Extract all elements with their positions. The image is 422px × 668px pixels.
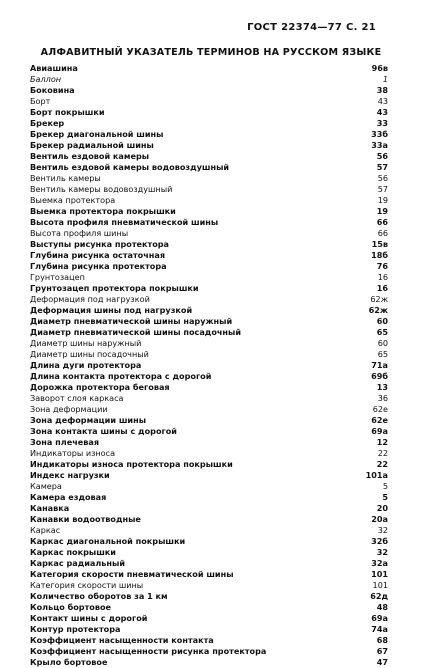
index-entry (30, 239, 390, 250)
index-entry-term: Индекс нагрузки (30, 470, 110, 480)
index-entry (30, 448, 390, 459)
index-entry-term: Коэффициент насыщенности контакта (30, 635, 214, 645)
index-entry-number: 1 (382, 74, 388, 84)
index-entry (30, 536, 390, 547)
index-entry (30, 580, 390, 591)
index-entry (30, 195, 390, 206)
index-entry (30, 459, 390, 470)
index-entry (30, 74, 390, 85)
index-entry-term: Коэффициент насыщенности рисунка протектора (30, 646, 267, 656)
index-entry-number: 62е (371, 415, 388, 425)
index-entry (30, 228, 390, 239)
index-entry-term: Категория скорости пневматической шины (30, 569, 234, 579)
index-entry-term: Баллон (30, 74, 62, 84)
index-entry-number: 74а (371, 624, 388, 634)
page-title: АЛФАВИТНЫЙ УКАЗАТЕЛЬ ТЕРМИНОВ НА РУССКОМ ЯЗЫКЕ (40, 47, 382, 58)
index-entry (30, 261, 390, 272)
index-entry-number: 32 (376, 547, 388, 557)
index-entry (30, 96, 390, 107)
index-entry-term: Категория скорости шины (30, 580, 144, 590)
index-entry-number: 57 (376, 162, 388, 172)
index-entry-term: Зона плечевая (30, 437, 100, 447)
index-entry (30, 85, 390, 96)
index-entry (30, 184, 390, 195)
index-entry (30, 294, 390, 305)
index-entry-number: 16 (376, 283, 388, 293)
index-entry-term: Камера ездовая (30, 492, 107, 502)
index-entry-number: 67 (376, 646, 388, 656)
index-entry (30, 602, 390, 613)
index-entry-term: Контур протектора (30, 624, 121, 634)
index-entry (30, 217, 390, 228)
index-entry-number: 56 (377, 173, 388, 183)
index-entry-number: 22 (377, 448, 388, 458)
index-entry-number: 65 (376, 327, 388, 337)
index-entry (30, 426, 390, 437)
index-entry-term: Контакт шины с дорогой (30, 613, 148, 623)
index-entry-number: 62е (372, 404, 388, 414)
index-entry (30, 415, 390, 426)
index-entry (30, 250, 390, 261)
index-entry-number: 57 (377, 184, 388, 194)
index-entry (30, 107, 390, 118)
index-entry-term: Каркас радиальный (30, 558, 125, 568)
index-entry (30, 525, 390, 536)
index-entry-term: Выемка протектора покрышки (30, 206, 176, 216)
index-entry-number: 60 (376, 316, 388, 326)
index-entry-term: Грунтозацеп (30, 272, 85, 282)
index-entry-number: 36 (377, 393, 388, 403)
index-entry-number: 32 (377, 525, 388, 535)
index-entry-term: Диаметр пневматической шины посадочный (30, 327, 242, 337)
index-entry-number: 38 (376, 85, 388, 95)
index-entry (30, 646, 390, 657)
index-entry-number: 43 (376, 107, 388, 117)
index-entry (30, 338, 390, 349)
index-entry-number: 19 (377, 195, 388, 205)
index-entry-number: 56 (376, 151, 388, 161)
index-entry (30, 371, 390, 382)
index-entry-number: 15в (371, 239, 388, 249)
index-entry-term: Выступы рисунка протектора (30, 239, 170, 249)
index-entry (30, 558, 390, 569)
index-entry (30, 173, 390, 184)
index-entry-number: 96в (371, 63, 388, 73)
index-entry-term: Высота профиля пневматической шины (30, 217, 219, 227)
index-entry-term: Индикаторы износа протектора покрышки (30, 459, 233, 469)
index-entry (30, 437, 390, 448)
index-entry-number: 22 (376, 459, 388, 469)
index-entry-number: 101 (372, 580, 388, 590)
index-entry (30, 327, 390, 338)
index-entry-number: 5 (382, 481, 388, 491)
index-entry-term: Боковина (30, 85, 75, 95)
index-entry-number: 5 (382, 492, 388, 502)
index-entry (30, 547, 390, 558)
index-entry (30, 503, 390, 514)
index-entry (30, 624, 390, 635)
index-entry-number: 20 (376, 503, 388, 513)
page-header: ГОСТ 22374—77 С. 21 (247, 22, 376, 33)
index-entry-number: 62д (370, 591, 388, 601)
index-entry-number: 33а (371, 140, 388, 150)
index-entry-term: Брекер радиальной шины (30, 140, 154, 150)
index-entry (30, 129, 390, 140)
index-entry-number: 20а (371, 514, 388, 524)
index-entry-term: Крыло бортовое (30, 657, 108, 667)
index-entry-term: Зона деформации (30, 404, 108, 414)
index-entry-term: Длина контакта протектора с дорогой (30, 371, 212, 381)
index-entry (30, 360, 390, 371)
index-entry-term: Канавки водоотводные (30, 514, 141, 524)
index-entry (30, 63, 390, 74)
index-entry-number: 69б (371, 371, 388, 381)
index-entry-number: 71а (371, 360, 388, 370)
index-entry-number: 66 (377, 228, 388, 238)
index-entry-term: Деформация под нагрузкой (30, 294, 150, 304)
index-entry (30, 162, 390, 173)
index-entry (30, 272, 390, 283)
index-entry (30, 382, 390, 393)
index-entry-term: Индикаторы износа (30, 448, 116, 458)
index-entry-number: 32а (371, 558, 388, 568)
index-entry-term: Каркас покрышки (30, 547, 116, 557)
index-entry-number: 68 (376, 635, 388, 645)
index-entry (30, 206, 390, 217)
index-entry-number: 69а (371, 426, 388, 436)
index-entry (30, 470, 390, 481)
index-entry-number: 66 (376, 217, 388, 227)
index-entry-term: Каркас (30, 525, 61, 535)
index-entry-term: Борт покрышки (30, 107, 105, 117)
index-entry-term: Канавка (30, 503, 70, 513)
index-entry (30, 492, 390, 503)
index-entry-number: 32б (371, 536, 388, 546)
index-entry-term: Авиашина (30, 63, 78, 73)
index-entry-term: Зона деформации шины (30, 415, 147, 425)
index-entry (30, 613, 390, 624)
index-entry (30, 140, 390, 151)
index-entry (30, 118, 390, 129)
index-entry-term: Длина дуги протектора (30, 360, 142, 370)
index-entry-term: Грунтозацеп протектора покрышки (30, 283, 199, 293)
index-entry (30, 316, 390, 327)
index-entry (30, 591, 390, 602)
index-entry (30, 151, 390, 162)
index-entry-number: 60 (377, 338, 388, 348)
index-entry (30, 481, 390, 492)
index-entry-number: 76 (376, 261, 388, 271)
index-entry-term: Борт (30, 96, 51, 106)
index-entry-number: 62ж (370, 294, 388, 304)
index-entry-term: Камера (30, 481, 62, 491)
index-entry-term: Каркас диагональной покрышки (30, 536, 186, 546)
index-entry-number: 16 (377, 272, 388, 282)
index-entry (30, 393, 390, 404)
index-entry-term: Диаметр пневматической шины наружный (30, 316, 233, 326)
index-entry-term: Вентиль ездовой камеры водовоздушный (30, 162, 230, 172)
index-entry (30, 569, 390, 580)
index-entry-number: 48 (376, 602, 388, 612)
index-entry (30, 283, 390, 294)
index-entry-term: Высота профиля шины (30, 228, 129, 238)
index-entry (30, 404, 390, 415)
index-entry-term: Вентиль камеры (30, 173, 101, 183)
index-entry-term: Брекер (30, 118, 65, 128)
index-entry-number: 65 (377, 349, 388, 359)
index-entry (30, 349, 390, 360)
index-entry-term: Количество оборотов за 1 км (30, 591, 168, 601)
index-entry-term: Глубина рисунка остаточная (30, 250, 166, 260)
index-entry-term: Брекер диагональной шины (30, 129, 164, 139)
index-entry-number: 101а (365, 470, 388, 480)
index-entry-number: 33 (376, 118, 388, 128)
index-entry (30, 305, 390, 316)
index-entry-term: Диаметр шины наружный (30, 338, 142, 348)
index-entry-number: 69а (371, 613, 388, 623)
index-entry-number: 43 (377, 96, 388, 106)
index-entry (30, 635, 390, 646)
index-entry-number: 33б (371, 129, 388, 139)
index-entry-number: 19 (376, 206, 388, 216)
index-entry-number: 12 (376, 437, 388, 447)
index-entry-number: 18б (371, 250, 388, 260)
index-entry-number: 47 (376, 657, 388, 667)
index-entry-term: Вентиль ездовой камеры (30, 151, 150, 161)
index-entry-term: Кольцо бортовое (30, 602, 112, 612)
index-entry (30, 514, 390, 525)
index-entry-term: Зона контакта шины с дорогой (30, 426, 177, 436)
index-entry-number: 101 (371, 569, 388, 579)
index-entry-term: Диаметр шины посадочный (30, 349, 149, 359)
index-entry (30, 657, 390, 668)
index-entry-term: Глубина рисунка протектора (30, 261, 167, 271)
index-entry-term: Выемка протектора (30, 195, 116, 205)
index-entry-number: 62ж (368, 305, 388, 315)
index-entry-term: Дорожка протектора беговая (30, 382, 170, 392)
index-entry-term: Деформация шины под нагрузкой (30, 305, 193, 315)
index-entry-term: Заворот слоя каркаса (30, 393, 124, 403)
term-index-list (30, 63, 390, 668)
index-entry-number: 13 (376, 382, 388, 392)
index-entry-term: Вентиль камеры водовоздушный (30, 184, 173, 194)
